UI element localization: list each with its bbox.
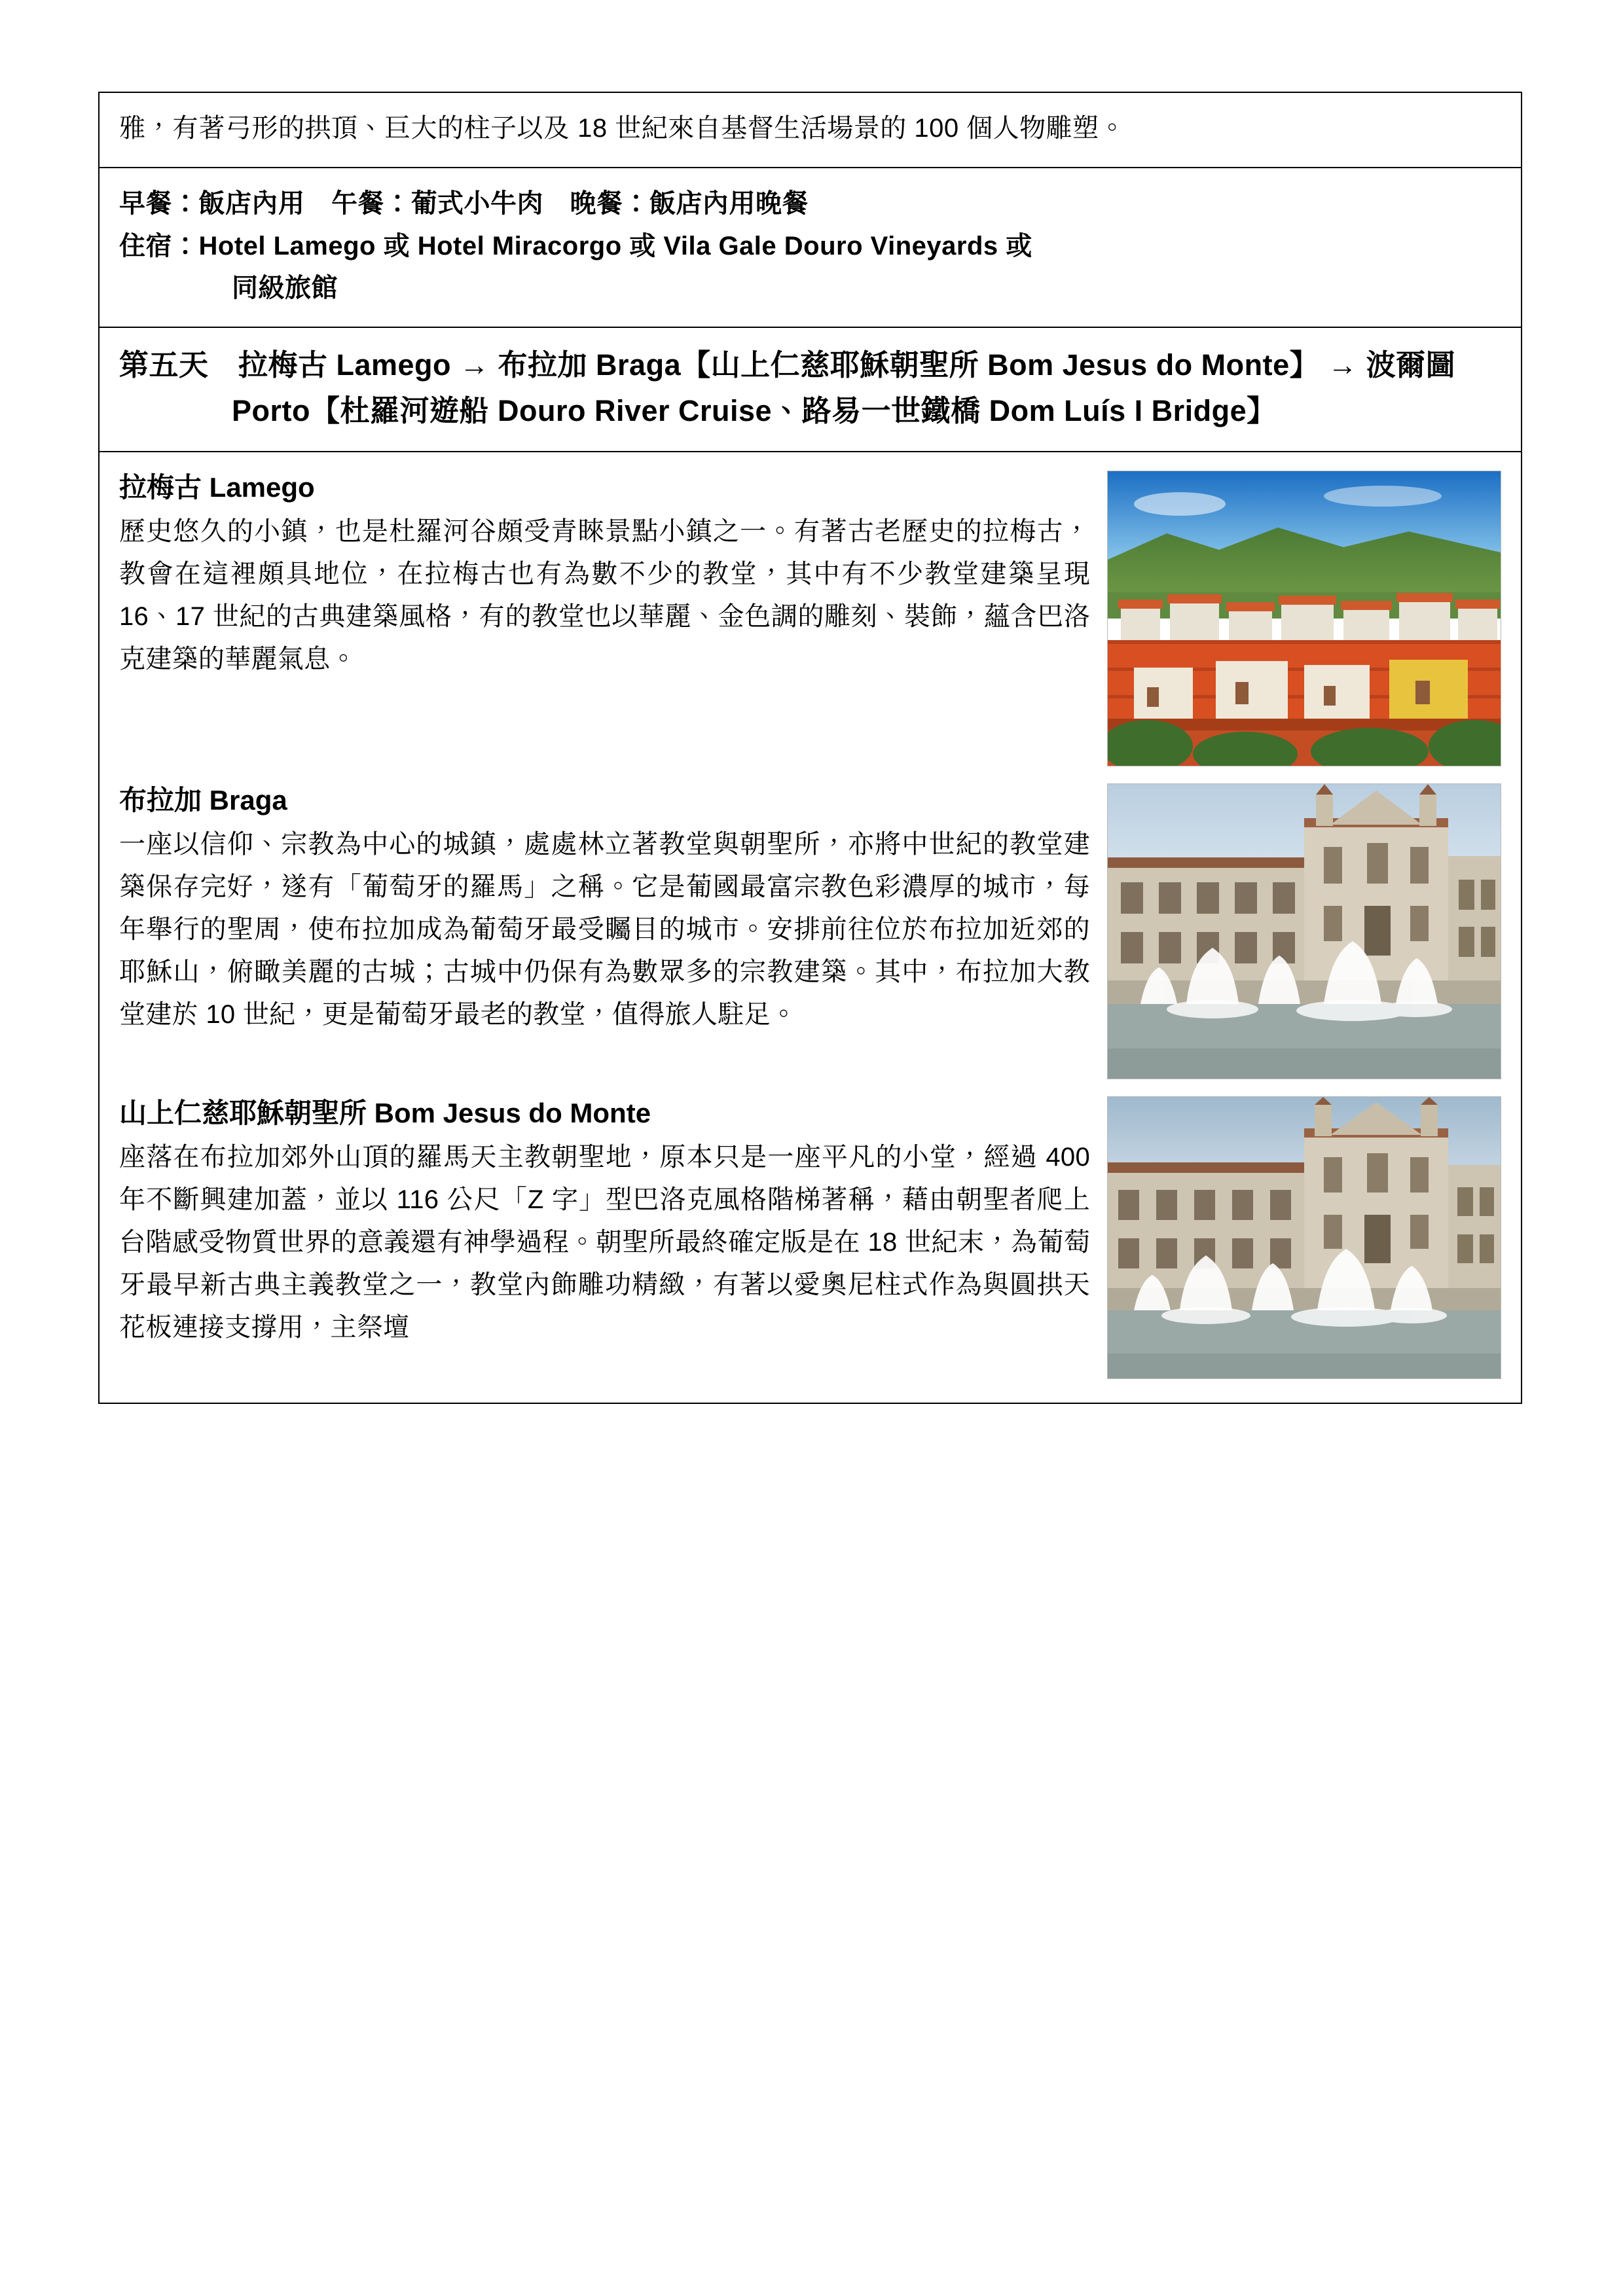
braga-heading: 布拉加 Braga [119, 784, 287, 816]
continuation-paragraph: 雅，有著弓形的拱頂、巨大的柱子以及 18 世紀來自基督生活場景的 100 個人物雕塑。 [119, 114, 1126, 143]
bom-jesus-photo-wrap [1107, 1096, 1501, 1379]
lamego-heading: 拉梅古 Lamego [119, 471, 315, 503]
meals-lodging-cell [99, 168, 1522, 327]
braga-fountain-photo [1107, 783, 1501, 1079]
spacer [119, 773, 1501, 780]
table-row-continuation [99, 92, 1522, 168]
day-title-cell [99, 327, 1522, 452]
meals-line: 早餐：飯店內用 午餐：葡式小牛肉 晚餐：飯店內用晚餐 [119, 188, 809, 218]
lamego-town-photo [1107, 471, 1501, 766]
bom-jesus-heading: 山上仁慈耶穌朝聖所 Bom Jesus do Monte [119, 1097, 651, 1128]
lamego-photo-wrap [1107, 471, 1501, 766]
day-title: 第五天 拉梅古 Lamego → 布拉加 Braga【山上仁慈耶穌朝聖所 Bom Jesus do Monte】 → 波爾圖 Porto【杜羅河遊船 Douro River Cruise、路易一世鐵橋 Dom Luís I Bridge】 [119, 348, 1456, 427]
bom-jesus-do-monte-photo [1107, 1096, 1501, 1379]
day-body-cell [99, 452, 1522, 1403]
lodging-line: 住宿：Hotel Lamego 或 Hotel Miracorgo 或 Vila Gale Douro Vineyards 或 [119, 231, 1032, 260]
lamego-body: 歷史悠久的小鎮，也是杜羅河谷頗受青睞景點小鎮之一。有著古老歷史的拉梅古，教會在這裡頗具地位，在拉梅古也有為數不少的教堂，其中有不少教堂建築呈現 16、17 世紀的古典建築風格，有的教堂也以華麗、金色調的雕刻、裝飾，蘊含巴洛克建築的華麗氣息。 [119, 516, 1090, 674]
itinerary-table [98, 92, 1522, 1404]
section-lamego [119, 467, 1501, 773]
table-row-meals-lodging [99, 168, 1522, 327]
braga-photo-wrap [1107, 783, 1501, 1079]
spacer [119, 1086, 1501, 1092]
bom-jesus-body: 座落在布拉加郊外山頂的羅馬天主教朝聖地，原本只是一座平凡的小堂，經過 400 年不斷興建加蓋，並以 116 公尺「Z 字」型巴洛克風格階梯著稱，藉由朝聖者爬上台階感受物質世界的意義還有神學過程。朝聖所最終確定版是在 18 世紀末，為葡萄牙最早新古典主義教堂之一，教堂內飾雕功精緻，有著以愛奧尼柱式作為與圓拱天花板連接支撐用，主祭壇 [119, 1142, 1090, 1342]
braga-body: 一座以信仰、宗教為中心的城鎮，處處林立著教堂與朝聖所，亦將中世紀的教堂建築保存完好，遂有「葡萄牙的羅馬」之稱。它是葡國最富宗教色彩濃厚的城市，每年舉行的聖周，使布拉加成為葡萄牙最受矚目的城市。安排前往位於布拉加近郊的耶穌山，俯瞰美麗的古城；古城中仍保有為數眾多的宗教建築。其中，布拉加大教堂建於 10 世紀，更是葡萄牙最老的教堂，值得旅人駐足。 [119, 829, 1090, 1030]
section-braga [119, 780, 1501, 1086]
lodging-line-second: 同級旅館 [232, 274, 338, 303]
section-bom-jesus [119, 1092, 1501, 1386]
table-row-day-title [99, 327, 1522, 452]
table-row-day-body [99, 452, 1522, 1403]
continuation-cell [99, 92, 1522, 168]
